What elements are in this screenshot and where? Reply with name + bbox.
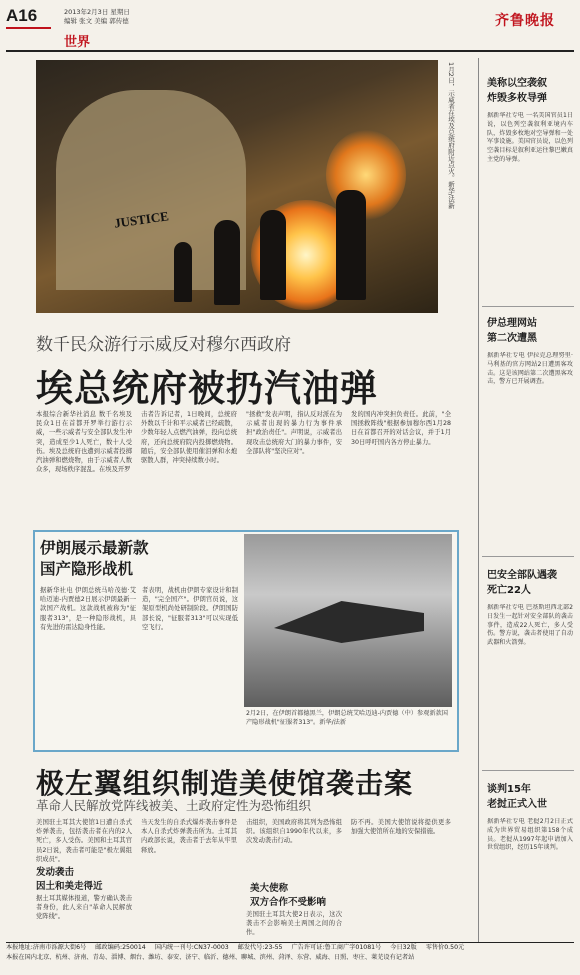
article2-subhead-3: 美大使称 [250,883,289,894]
footer-postcode: 邮政编码:250014 [95,944,146,951]
footer-address: 本报地址:济南市泺源大街6号 [6,944,87,951]
graffiti-text: JUSTICE [113,208,170,231]
article1-column-3: "拯救"发表声明，指认反对派在为示威者出现的暴力行为事件承担"政治责任"。声明说，示威者出现攻击总统府大门的暴力事件，安全部队将"坚决应对"。 [246,411,342,455]
box-headline-line-2: 国产隐形战机 [40,560,134,578]
box-headline [40,538,149,580]
protester-figure [174,242,192,302]
page-number: A16 [6,6,38,25]
header-rule [6,50,574,52]
protest-photo [36,60,438,313]
sidebar-body-1: 据新华社专电 一名美国官员1日说，以色列空袭叙利亚境内车队，炸毁多枚地对空导弹和一处军事设施。美国官员说，以色列空袭目标是叙利亚运往黎巴嫩真主党的导弹。 [487,112,573,163]
article2-column-1b: 据土耳其媒体报道，警方确认袭击者身份，此人来自"革命人民解放党阵线"。 [36,895,132,921]
article1-column-1: 本报综合新华社消息 数千名埃及民众1日在首都开罗举行游行示威，一些示威者与安全部队发生冲突，造成至少1人死亡，数十人受伤。埃及总统府也遭到示威者投掷汽油弹和燃烧物，由于示威者人数众多，现场秩序混乱。在埃及开罗 [36,411,132,474]
article2-column-1a: 美国驻土耳其大使馆1日遭自杀式炸弹袭击，包括袭击者在内的2人死亡，多人受伤。美国和土耳其官员2日说，袭击者可能是"极左翼组织成员"。 [36,819,132,862]
sidebar-headline-4-line-2: 老挝正式入世 [487,799,547,810]
footer-issn: 国内统一刊号:CN37-0003 [154,944,229,951]
article2-subhead-1: 发动袭击 [36,867,75,878]
footer-ad-license: 广告许可证:鲁工商广字01081号 [291,944,382,951]
issue-date: 2013年2月3日 星期日 [64,8,130,16]
article2-subhead-2: 因土和美走得近 [36,881,103,892]
jet-photo [244,534,452,707]
sidebar-headline-1 [487,76,547,106]
footer-postal-code: 邮发代号:23-55 [237,944,283,951]
sidebar-divider [482,770,574,771]
article2-headline: 极左翼组织制造美使馆袭击案 [36,767,414,800]
sidebar-headline-4-line-1: 谈判15年 [487,784,531,795]
article2-column-2: 当天发生的自杀式爆炸袭击事件是本人自杀式炸弹袭击所为。土耳其内政部长说，袭击者于去年从牢里释放。 [141,819,237,854]
sidebar-headline-2-line-2: 第二次遭黑 [487,333,537,344]
sidebar-rule [478,58,479,943]
article2-column-4: 防不再。美国大使馆说将提供更多加强大使馆所在地的安保措施。 [351,819,451,836]
protester-figure [214,220,240,305]
header-meta [64,8,130,26]
article2-subhead-4: 双方合作不受影响 [250,897,327,908]
box-column-1: 据新华社电 伊朗总统马哈茂德·艾哈迈迪-内贾德2日展示伊朗最新一款国产战机。这款战机被称为"征服者313"，是一种隐形战机，具有先进的雷达隐身性能。 [40,587,136,631]
footer-price: 零售价0.50元 [425,944,465,951]
sidebar-body-4: 据新华社专电 老挝2月2日正式成为世界贸易组织第158个成员。老挝从1997年起申请加入世贸组织，经历15年谈判。 [487,818,573,852]
photo-caption: 1月2日，示威者在埃及总统府附近点火。新华/法新 [447,62,455,209]
article2-column-3b: 美国驻土耳其大使2日表示，这次袭击不会影响美土两国之间的合作。 [246,911,342,937]
footer-info-line [6,943,574,953]
footer-page-count: 今日32版 [390,944,417,951]
box-headline-line-1: 伊朗展示最新款 [40,539,149,557]
newspaper-logo: 齐鲁晚报 [495,13,555,29]
box-column-2: 者表明，战机由伊朗专家设计和制造，"完全国产"。伊朗官员说，这架原型机尚处研制阶段。伊朗国防部长说，"征服者313"可以实现低空飞行。 [142,587,238,631]
sidebar-headline-2-line-1: 伊总理网站 [487,318,537,329]
sidebar-divider [482,556,574,557]
protester-figure [336,190,366,300]
editors-line: 编辑 张文 美编 郭传德 [64,17,129,25]
jet-photo-caption: 2月2日，在伊朗首都德黑兰，伊朗总统艾哈迈迪-内贾德（中）参观新款国产隐形战机"征服者313"。新华/法新 [246,710,448,726]
section-title: 世界 [64,35,91,50]
article1-headline: 埃总统府被扔汽油弹 [36,367,378,410]
sidebar-headline-4 [487,782,547,812]
sidebar-divider [482,306,574,307]
sidebar-headline-3-line-2: 死亡22人 [487,585,531,596]
footer-bureaus: 本报在国内北京、杭州、济南、青岛、淄博、烟台、潍坊、泰安、济宁、临沂、德州、聊城、滨州、菏泽、东营、威海、日照、枣庄、莱芜设有记者站 [6,953,415,961]
article2-subtitle: 革命人民解放党阵线被美、土政府定性为恐怖组织 [36,798,312,813]
header-accent-rule [6,27,51,29]
sidebar-body-2: 据新华社专电 伊拉克总理努里·马利基的官方网站2日遭黑客攻击。这是该网站第二次遭黑客攻击，警方已开展调查。 [487,352,573,386]
article2-column-3a: 击组织，美国政府将其列为恐怖组织。该组织自1990年代以来，多次发动袭击行动。 [246,819,342,845]
sidebar-headline-1-line-2: 炸毁多枚导弹 [487,93,547,104]
article1-subtitle: 数千民众游行示威反对穆尔西政府 [36,335,291,355]
footer [6,942,574,962]
protester-figure [260,210,286,300]
article1-column-4: 发的国内冲突担负责任。此前，"全国拯救阵线"根据参加穆尔西1月28日在首都召开的对话会议，并于1月30日呼吁国内各方停止暴力。 [351,411,451,446]
sidebar-headline-2 [487,316,537,346]
article1-column-2: 击者告诉记者，1日晚间，总统府外数以千计和平示威者已经疏散，少数年轻人点燃汽油弹，投向总统府，还向总统府院内投掷燃烧物。随后，安全部队使用催泪弹和水炮驱散人群，冲突持续数小时。 [141,411,237,465]
sidebar-headline-1-line-1: 美称以空袭叙 [487,78,547,89]
sidebar-body-3: 据新华社专电 巴基斯坦西北部2日发生一起针对安全部队的袭击事件，造成22人死亡，多人受伤。警方说，袭击者使用了自动武器和火箭弹。 [487,604,573,647]
stealth-jet [274,592,424,652]
sidebar-headline-3 [487,568,557,598]
sidebar-headline-3-line-1: 巴安全部队遇袭 [487,570,557,581]
